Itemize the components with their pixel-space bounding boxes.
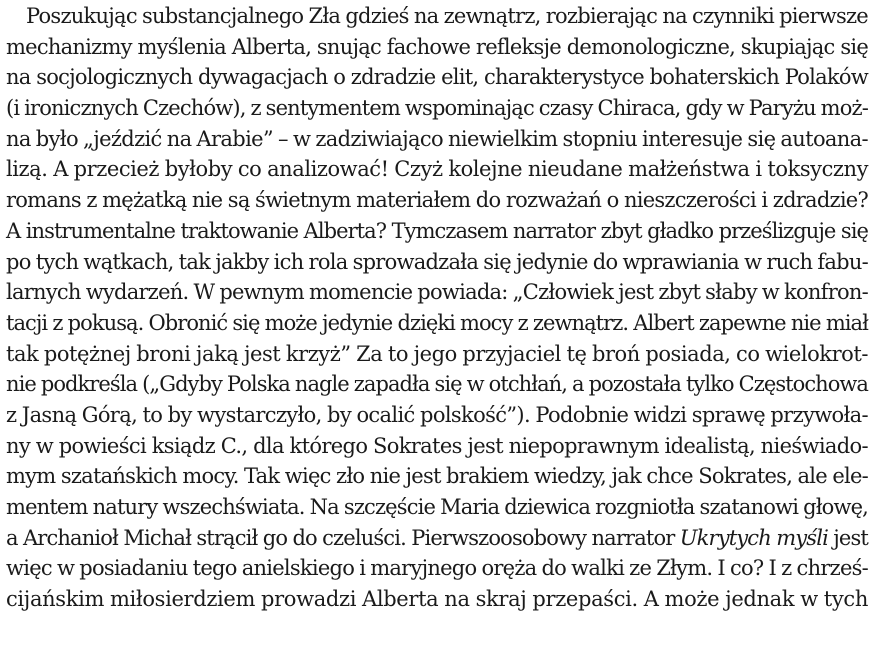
text-line: tacji z pokusą. Obronić się może jedynie dzięki mocy z zewnątrz. Albert zapewne nie miał — [6, 310, 868, 335]
text-line: z Jasną Górą, to by wystarczyło, by ocalić polskość”). Podobnie widzi sprawę przywoła- — [6, 402, 868, 427]
text-line: Poszukując substancjalnego Zła gdzieś na zewnątrz, rozbierając na czynniki pierwsze — [26, 4, 868, 28]
book-title: Ukrytych myśli — [679, 525, 828, 550]
text-line: A instrumentalne traktowanie Alberta? Tymczasem narrator zbyt gładko prześlizguje się — [6, 218, 868, 243]
text-line: larnych wydarzeń. W pewnym momencie powiada: „Człowiek jest zbyt słaby w konfron- — [6, 280, 868, 305]
text-line: nie podkreśla („Gdyby Polska nagle zapadła się w otchłań, a pozostała tylko Częstochowa — [6, 372, 868, 397]
text-line: mechanizmy myślenia Alberta, snując fachowe refleksje demonologiczne, skupiając się — [6, 34, 868, 59]
text-line: romans z mężatką nie są świetnym materiałem do rozważań o nieszczerości i zdradzie? — [6, 188, 868, 213]
text-line: na było „jeździć na Arabie” – w zadziwiająco niewielkim stopniu interesuje się autoana- — [6, 126, 868, 151]
text-line: mym szatańskich mocy. Tak więc zło nie jest brakiem wiedzy, jak chce Sokrates, ale ele- — [6, 464, 868, 489]
text-line-with-title — [6, 523, 868, 554]
text-line-start: a Archanioł Michał strącił go do czeluści. Pierwszoosobowy narrator — [6, 525, 675, 550]
text-line: po tych wątkach, tak jakby ich rola sprowadzała się jedynie do wprawiania w ruch fabu- — [6, 249, 868, 274]
text-line: tak potężnej broni jaką jest krzyż” Za to jego przyjaciel tę broń posiada, co wielokrot- — [6, 341, 868, 366]
text-line: cijańskim miłosierdziem prowadzi Alberta na skraj przepaści. A może jednak w tych — [6, 587, 868, 612]
text-line-end: jest — [833, 525, 869, 550]
text-line: więc w posiadaniu tego anielskiego i maryjnego oręża do walki ze Złym. I co? I z chrześ- — [6, 556, 868, 581]
text-line: mentem natury wszechświata. Na szczęście Maria dziewica rozgniotła szatanowi głowę, — [6, 495, 868, 519]
text-line: (i ironicznych Czechów), z sentymentem wspominając czasy Chiraca, gdy w Paryżu moż- — [6, 96, 868, 121]
text-line: na socjologicznych dywagacjach o zdradzie elit, charakterystyce bohaterskich Polaków — [6, 65, 868, 90]
text-line: ny w powieści ksiądz C., dla którego Sokrates jest niepoprawnym idealistą, nieświado- — [6, 433, 868, 458]
text-line: lizą. A przecież byłoby co analizować! Czyż kolejne nieudane małżeństwa i toksyczny — [6, 157, 868, 182]
